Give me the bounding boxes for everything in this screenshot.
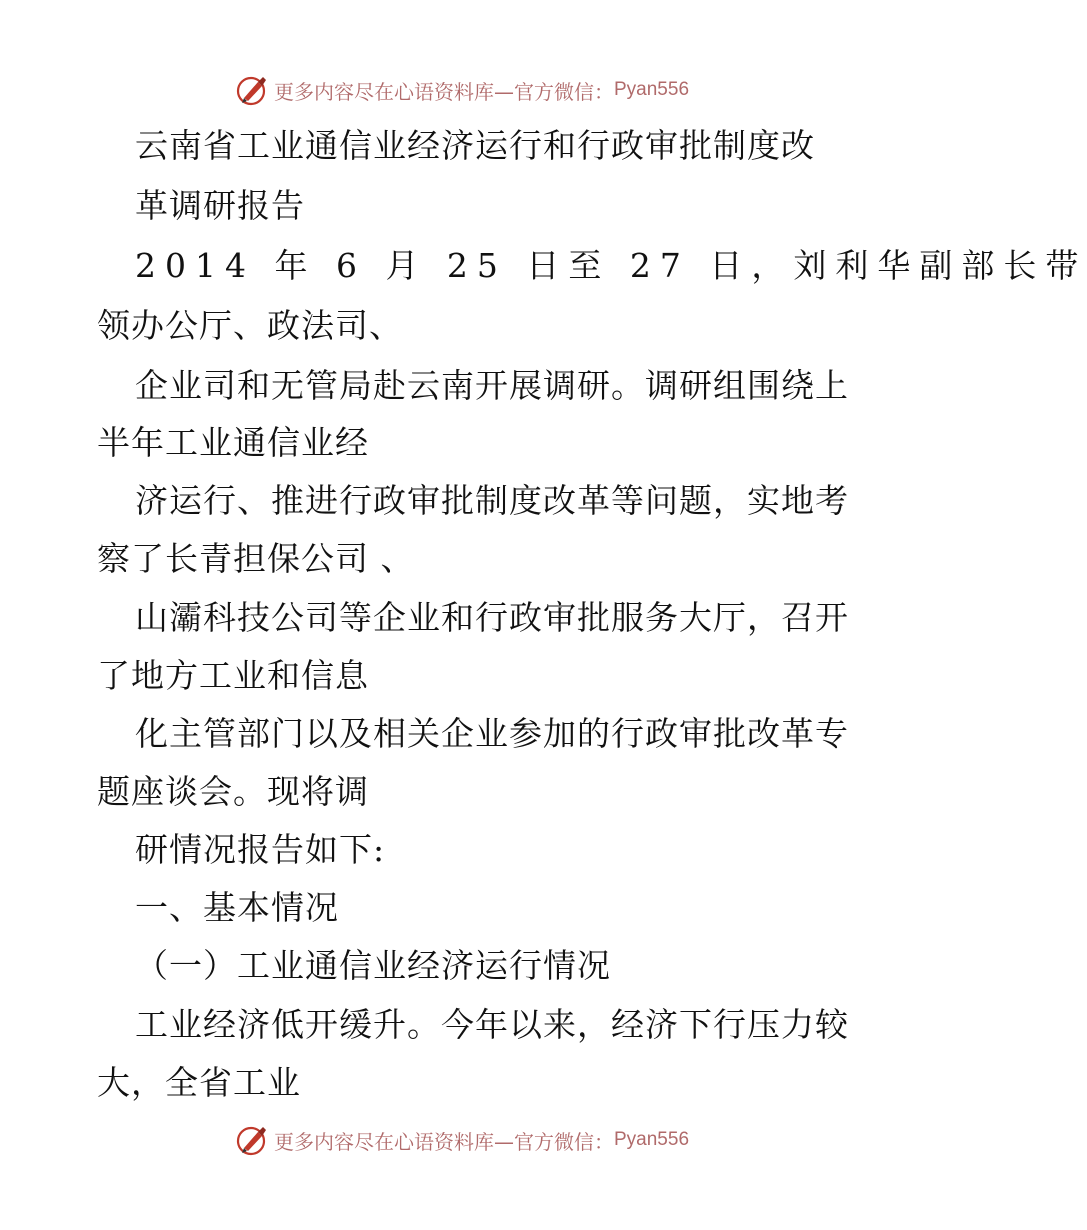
paragraph-3-line-a: 济运行、推进行政审批制度改革等问题，实地考 — [135, 481, 849, 520]
pen-logo-icon — [236, 74, 268, 106]
footer-banner — [236, 1124, 689, 1156]
paragraph-6-line-a: 研情况报告如下: — [135, 830, 386, 869]
title-line-2: 革调研报告 — [135, 186, 305, 225]
paragraph-3-line-b: 察了长青担保公司 、 — [97, 539, 415, 578]
banner-main-text: 更多内容尽在心语资料库 — [274, 1129, 494, 1154]
paragraph-4-line-a: 山灞科技公司等企业和行政审批服务大厅，召开 — [135, 598, 849, 637]
paragraph-7-line-b: 大，全省工业 — [97, 1063, 301, 1102]
banner-wechat-id: Pyan556 — [614, 79, 690, 100]
pen-logo-icon — [236, 1124, 268, 1156]
header-banner — [236, 74, 689, 106]
paragraph-7-line-a: 工业经济低开缓升。今年以来，经济下行压力较 — [135, 1005, 849, 1044]
banner-separator-text: —官方微信： — [494, 79, 614, 104]
section-heading-2: （一）工业通信业经济运行情况 — [135, 946, 611, 985]
banner-wechat-id: Pyan556 — [614, 1129, 690, 1150]
paragraph-2-line-b: 半年工业通信业经 — [97, 423, 369, 462]
title-line-1: 云南省工业通信业经济运行和行政审批制度改 — [135, 126, 815, 165]
paragraph-5-line-a: 化主管部门以及相关企业参加的行政审批改革专 — [135, 714, 849, 753]
paragraph-2-line-a: 企业司和无管局赴云南开展调研。调研组围绕上 — [135, 366, 849, 405]
banner-separator-text: —官方微信： — [494, 1129, 614, 1154]
paragraph-1-line-b: 领办公厅、政法司、 — [97, 306, 403, 345]
paragraph-1-line-a: 2014 年 6 月 25 日至 27 日，刘利华副部长带 — [135, 246, 1087, 285]
section-heading-1: 一、基本情况 — [135, 888, 339, 927]
banner-main-text: 更多内容尽在心语资料库 — [274, 79, 494, 104]
paragraph-5-line-b: 题座谈会。现将调 — [97, 772, 369, 811]
paragraph-4-line-b: 了地方工业和信息 — [97, 656, 369, 695]
